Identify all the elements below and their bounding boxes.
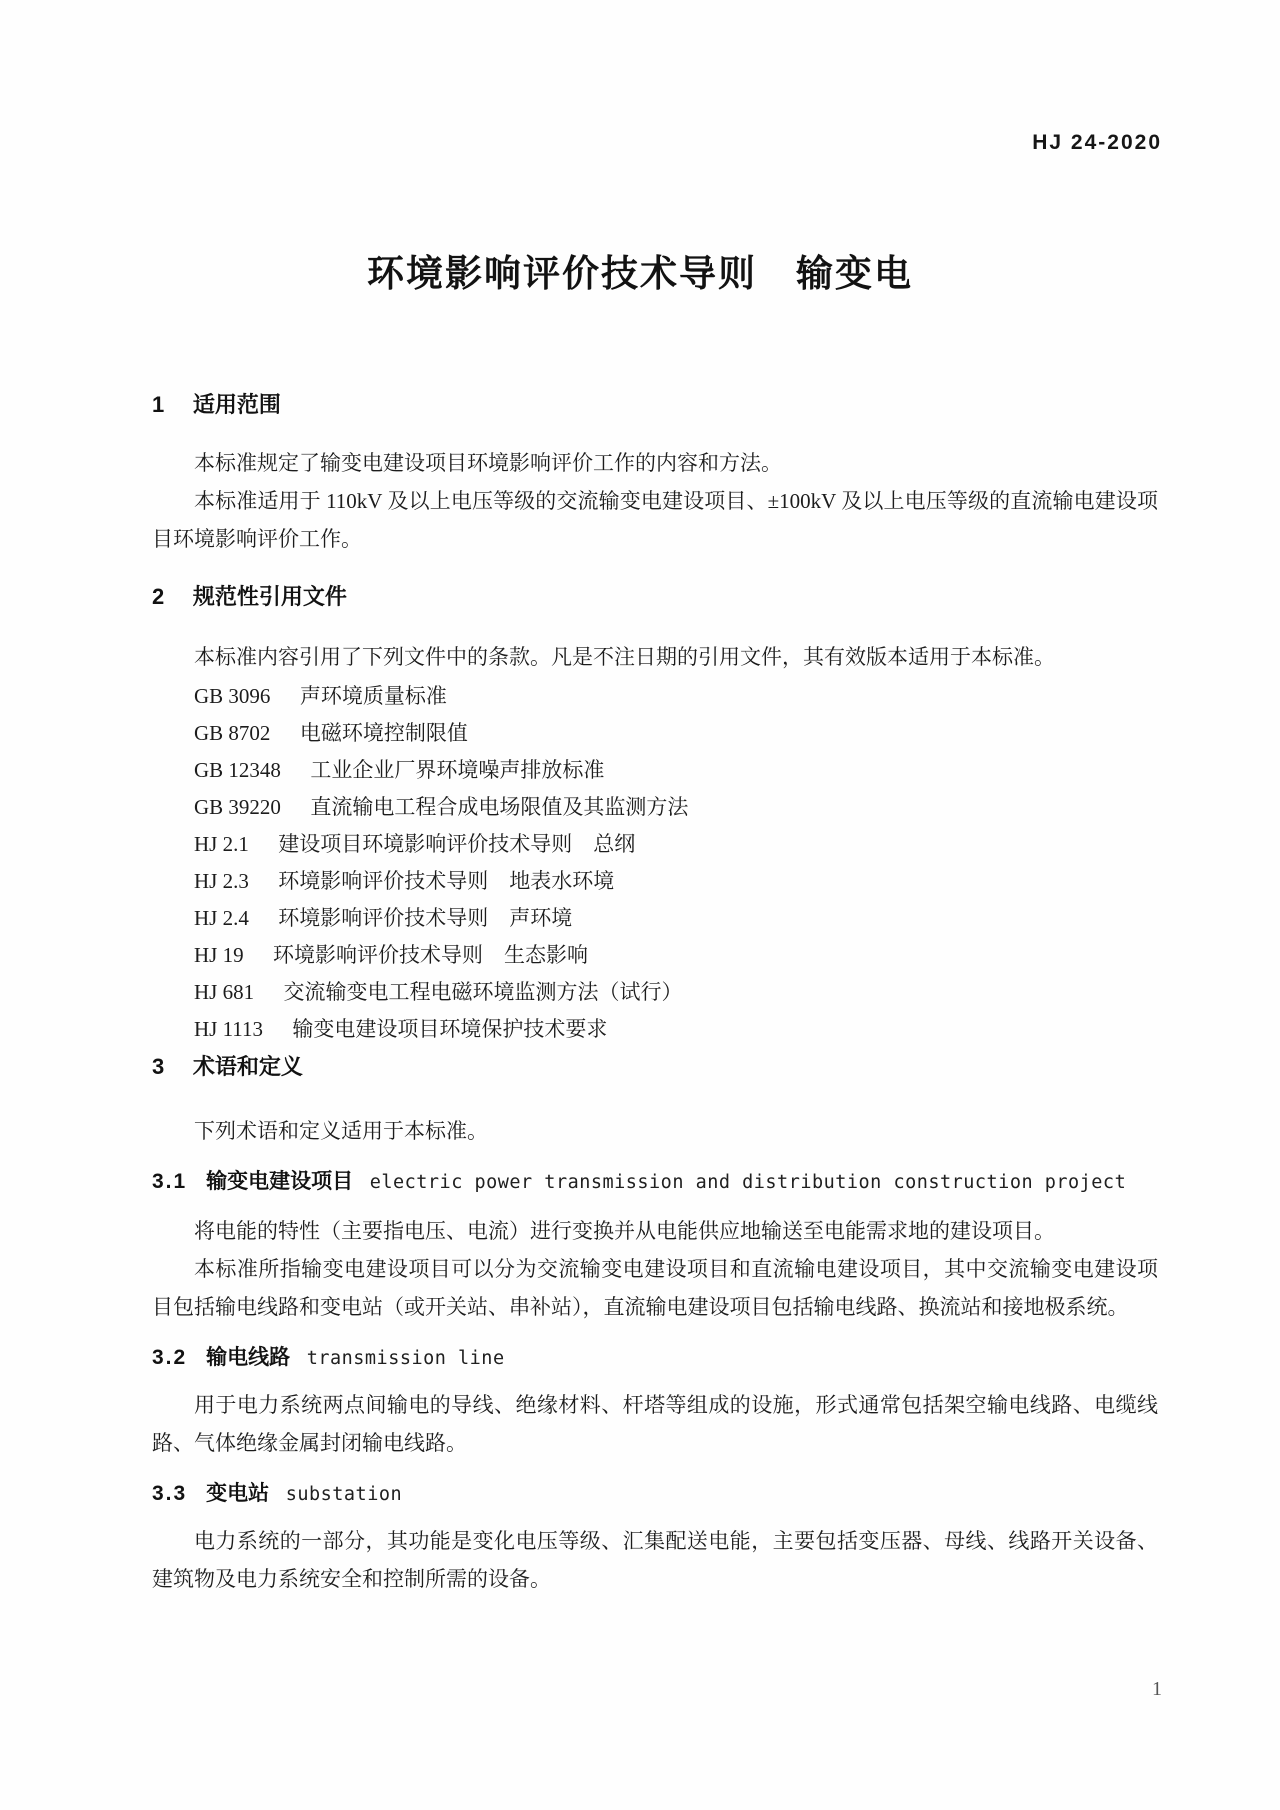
reference-title: 交流输变电工程电磁环境监测方法（试行） [283, 980, 683, 1004]
paragraph: 电力系统的一部分，其功能是变化电压等级、汇集配送电能，主要包括变压器、母线、线路开关设备、建筑物及电力系统安全和控制所需的设备。 [152, 1529, 1158, 1591]
term-name-en: transmission line [306, 1348, 505, 1369]
reference-item [194, 1011, 1158, 1048]
paragraph: 用于电力系统两点间输电的导线、绝缘材料、杆塔等组成的设施，形式通常包括架空输电线路、电缆线路、气体绝缘金属封闭输电线路。 [152, 1393, 1158, 1455]
section-scope [152, 390, 1158, 558]
reference-title: 工业企业厂界环境噪声排放标准 [310, 758, 605, 782]
section-normative-references [152, 582, 1158, 1048]
reference-item [194, 789, 1158, 826]
section-terms-and-definitions [152, 1052, 1158, 1598]
reference-item [194, 752, 1158, 789]
reference-code: HJ 1113 [194, 1017, 264, 1041]
reference-code: HJ 2.4 [194, 906, 249, 930]
reference-title: 环境影响评价技术导则 生态影响 [272, 943, 588, 967]
reference-item [194, 715, 1158, 752]
reference-code: HJ 19 [194, 943, 244, 967]
paragraph: 本标准内容引用了下列文件中的条款。凡是不注日期的引用文件，其有效版本适用于本标准。 [194, 645, 1055, 669]
term-3-2 [152, 1342, 1158, 1462]
reference-code: GB 39220 [194, 795, 281, 819]
reference-code: HJ 2.3 [194, 869, 249, 893]
section-number: 2 [152, 584, 165, 609]
paragraph: 将电能的特性（主要指电压、电流）进行变换并从电能供应地输送至电能需求地的建设项目。 [194, 1219, 1055, 1243]
reference-title: 声环境质量标准 [299, 684, 447, 708]
term-name-en: substation [285, 1484, 403, 1505]
reference-title: 输变电建设项目环境保护技术要求 [292, 1017, 608, 1041]
section-number: 3 [152, 1054, 165, 1079]
doc-number: HJ 24-2020 [1032, 131, 1162, 154]
term-heading [152, 1478, 1158, 1510]
reference-item [194, 678, 1158, 715]
paragraph: 下列术语和定义适用于本标准。 [194, 1119, 488, 1143]
term-number: 3.1 [152, 1170, 188, 1193]
reference-code: GB 12348 [194, 758, 281, 782]
page-number: 1 [1152, 1678, 1162, 1700]
term-name-zh: 输电线路 [206, 1346, 291, 1369]
reference-code: HJ 2.1 [194, 832, 249, 856]
term-number: 3.3 [152, 1482, 188, 1505]
reference-item [194, 863, 1158, 900]
paragraph: 本标准适用于 110kV 及以上电压等级的交流输变电建设项目、±100kV 及以上电压等级的直流输电建设项目环境影响评价工作。 [152, 489, 1158, 551]
term-name-zh: 输变电建设项目 [206, 1170, 354, 1193]
reference-item [194, 937, 1158, 974]
document-title: 环境影响评价技术导则 输变电 [367, 253, 913, 294]
term-name-en: electric power transmission and distribution construction project [369, 1172, 1127, 1193]
reference-title: 建设项目环境影响评价技术导则 总纲 [278, 832, 636, 856]
reference-title: 环境影响评价技术导则 声环境 [278, 906, 573, 930]
reference-title: 环境影响评价技术导则 地表水环境 [278, 869, 615, 893]
reference-title: 电磁环境控制限值 [299, 721, 468, 745]
section-heading [152, 390, 1158, 420]
reference-list [194, 678, 1158, 1048]
section-heading [152, 1052, 1158, 1082]
section-number: 1 [152, 392, 165, 417]
paragraph: 本标准规定了输变电建设项目环境影响评价工作的内容和方法。 [194, 451, 782, 475]
reference-code: GB 3096 [194, 684, 271, 708]
term-heading [152, 1342, 1158, 1374]
section-heading-label: 适用范围 [192, 392, 281, 417]
reference-title: 直流输电工程合成电场限值及其监测方法 [310, 795, 689, 819]
reference-code: HJ 681 [194, 980, 255, 1004]
term-3-3 [152, 1478, 1158, 1598]
reference-code: GB 8702 [194, 721, 271, 745]
reference-item [194, 826, 1158, 863]
section-heading-label: 术语和定义 [192, 1054, 303, 1079]
term-3-1 [152, 1166, 1158, 1326]
paragraph: 本标准所指输变电建设项目可以分为交流输变电建设项目和直流输电建设项目，其中交流输变电建设项目包括输电线路和变电站（或开关站、串补站），直流输电建设项目包括输电线路、换流站和接地极系统。 [152, 1257, 1158, 1319]
term-number: 3.2 [152, 1346, 188, 1369]
term-heading [152, 1166, 1158, 1198]
section-heading-label: 规范性引用文件 [192, 584, 347, 609]
term-name-zh: 变电站 [206, 1482, 270, 1505]
section-heading [152, 582, 1158, 612]
reference-item [194, 974, 1158, 1011]
reference-item [194, 900, 1158, 937]
